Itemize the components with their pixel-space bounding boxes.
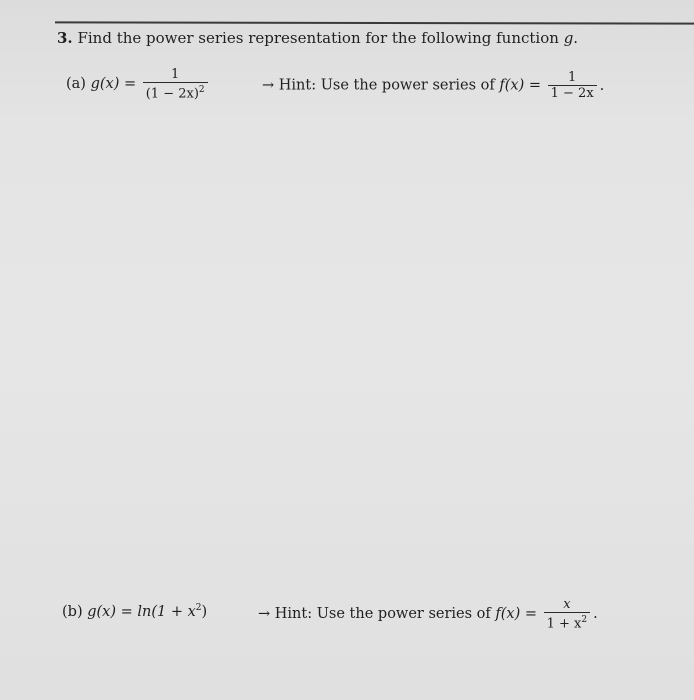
part-b-label: (b) (62, 603, 83, 620)
part-b-hint-denominator-exp: 2 (581, 615, 588, 625)
part-b-hint-arrow: → (258, 606, 271, 623)
part-b-hint (258, 597, 598, 631)
part-b-lhs: g(x) = ln(1 + x (87, 603, 196, 620)
part-b-hint-lhs: f(x) = (495, 606, 538, 623)
part-b-exp: 2 (195, 603, 202, 613)
part-a-numerator: 1 (171, 67, 180, 82)
part-a-denominator (143, 82, 208, 101)
part-b-hint-numerator: x (563, 597, 571, 612)
question-function-var: g (563, 29, 574, 47)
top-rule (55, 21, 694, 24)
part-a-denominator-base: (1 − 2x) (145, 86, 199, 102)
part-a-denominator-exp: 2 (198, 85, 205, 95)
part-b-hint-denominator (544, 612, 591, 631)
part-a-hint-denominator: 1 − 2x (548, 85, 597, 101)
part-b-close: ) (201, 603, 208, 620)
question-number: 3. (57, 29, 73, 47)
question-header (57, 29, 578, 47)
question-text: Find the power series representation for the following function (77, 29, 559, 47)
part-b-expression (62, 603, 207, 620)
part-b-hint-fraction (544, 597, 591, 631)
part-b-hint-period: . (593, 606, 598, 623)
part-a-hint-lhs: f(x) = (499, 77, 542, 94)
part-a-hint-arrow: → (262, 77, 275, 94)
part-a-hint-text: Hint: Use the power series of (278, 77, 495, 94)
part-a-fraction (143, 67, 208, 101)
part-a-hint-period: . (599, 77, 605, 94)
part-a-hint-fraction (548, 70, 597, 101)
part-a-hint (262, 70, 604, 101)
part-b-hint-denominator-base: 1 + x (546, 616, 582, 632)
part-a-label: (a) (66, 76, 86, 93)
part-a-expression (66, 67, 210, 101)
part-b-hint-text: Hint: Use the power series of (274, 606, 491, 623)
part-a-lhs: g(x) = (90, 76, 137, 93)
question-period: . (573, 29, 579, 47)
part-a-hint-numerator: 1 (568, 70, 577, 85)
